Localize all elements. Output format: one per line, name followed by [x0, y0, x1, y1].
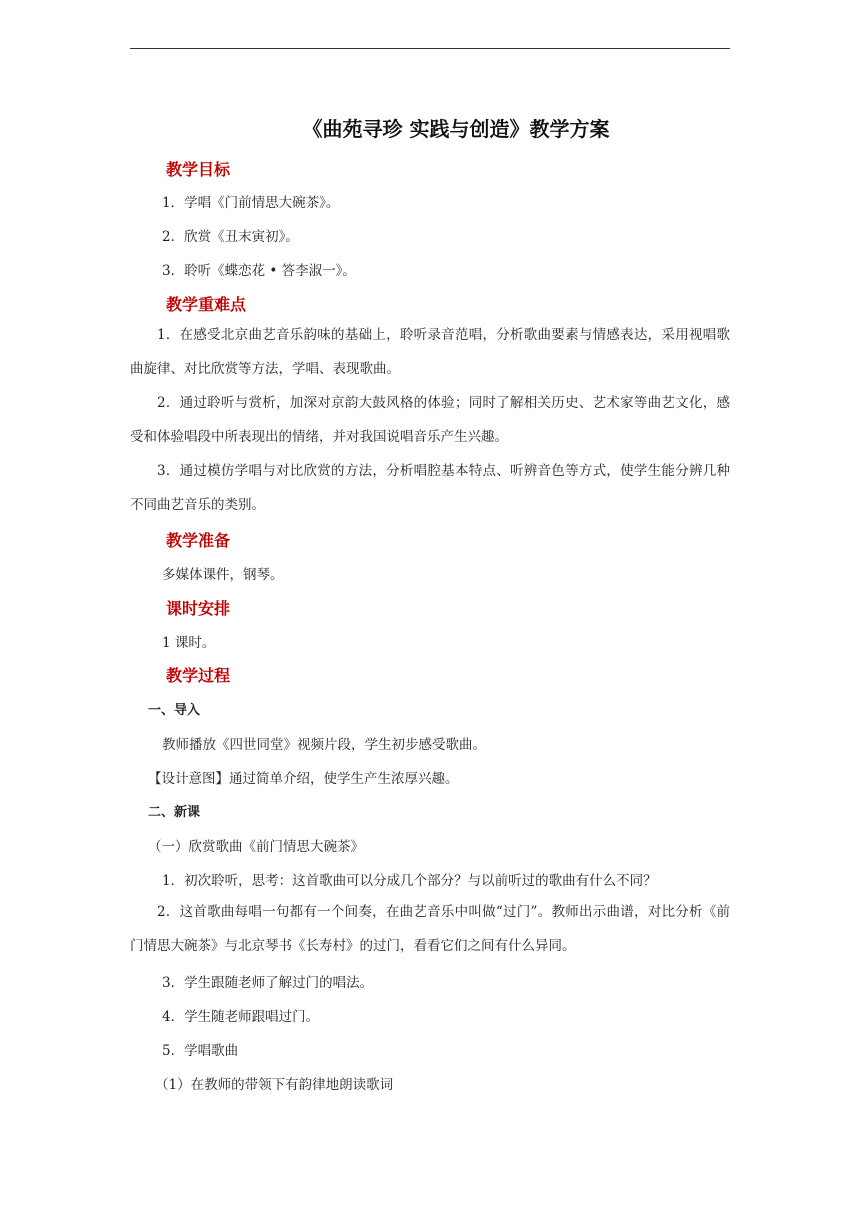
document-title: 《曲苑寻珍 实践与创造》教学方案	[302, 117, 610, 141]
part-heading: （一）欣赏歌曲《前门情思大碗茶》	[148, 839, 364, 855]
new-lesson-heading: 二、新课	[148, 805, 201, 820]
heading-preparation: 教学准备	[166, 531, 231, 550]
key-point-paragraph: 1．在感受北京曲艺音乐韵味的基础上，聆听录音范唱，分析歌曲要素与情感表达，采用视唱歌曲旋律、对比欣赏等方法，学唱、表现歌曲。	[130, 327, 730, 377]
heading-objectives: 教学目标	[166, 160, 231, 179]
step-item: 3．学生跟随老师了解过门的唱法。	[162, 975, 374, 991]
design-intent: 【设计意图】通过简单介绍，使学生产生浓厚兴趣。	[148, 771, 459, 787]
header-rule	[130, 48, 730, 49]
schedule-text: 1 课时。	[162, 635, 216, 651]
step-item: 5．学唱歌曲	[162, 1043, 239, 1059]
heading-process: 教学过程	[166, 666, 231, 685]
objective-item: 1．学唱《门前情思大碗茶》。	[162, 195, 340, 211]
objective-item: 2．欣赏《丑末寅初》。	[162, 229, 299, 245]
step-item: 2．这首歌曲每唱一句都有一个间奏，在曲艺音乐中叫做“过门”。教师出示曲谱，对比分析《前门情思大碗茶》与北京琴书《长寿村》的过门，看看它们之间有什么异同。	[130, 904, 730, 954]
heading-key-points: 教学重难点	[166, 295, 247, 314]
intro-text: 教师播放《四世同堂》视频片段，学生初步感受歌曲。	[162, 737, 486, 753]
heading-schedule: 课时安排	[166, 599, 231, 618]
step-item: 4．学生随老师跟唱过门。	[162, 1009, 320, 1025]
key-point-paragraph: 2．通过聆听与赏析，加深对京韵大鼓风格的体验；同时了解相关历史、艺术家等曲艺文化，感受和体验唱段中所表现出的情绪，并对我国说唱音乐产生兴趣。	[130, 395, 730, 445]
preparation-text: 多媒体课件，钢琴。	[162, 567, 284, 583]
objective-item: 3．聆听《蝶恋花 • 答李淑一》。	[162, 263, 356, 279]
key-point-paragraph: 3．通过模仿学唱与对比欣赏的方法，分析唱腔基本特点、听辨音色等方式，使学生能分辨几种不同曲艺音乐的类别。	[130, 463, 730, 513]
sub-step-item: （1）在教师的带领下有韵律地朗读歌词	[155, 1077, 394, 1093]
step-item: 1．初次聆听，思考：这首歌曲可以分成几个部分？与以前听过的歌曲有什么不同？	[162, 873, 657, 889]
intro-heading: 一、导入	[148, 703, 201, 718]
